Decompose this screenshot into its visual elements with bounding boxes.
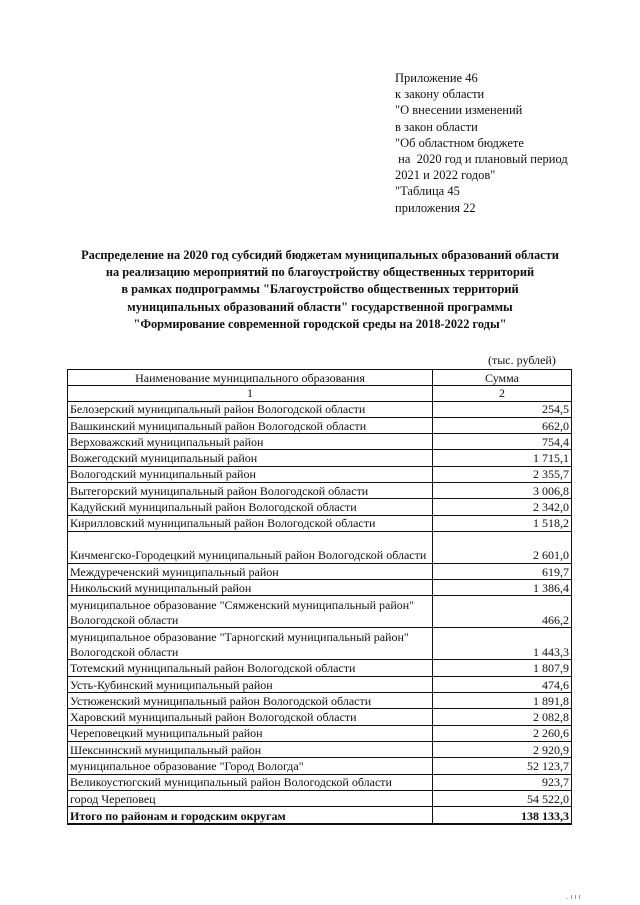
subsidy-sum: 52 123,7 xyxy=(433,758,572,774)
municipality-name: муниципальное образование "Сямженский муниципальный район" Вологодской области xyxy=(68,596,433,628)
header-line: "Об областном бюджете xyxy=(395,135,524,150)
subsidy-sum: 2 260,6 xyxy=(433,725,572,741)
header-line: к закону области xyxy=(395,87,485,102)
municipality-name: Кичменгско-Городецкий муниципальный район Вологодской области xyxy=(68,531,433,563)
municipality-name: муниципальное образование "Город Вологда" xyxy=(68,758,433,774)
title-line: на реализацию мероприятий по благоустройству общественных территорий xyxy=(105,265,535,280)
document-title xyxy=(60,247,580,333)
table-row xyxy=(68,725,572,741)
table-row xyxy=(68,660,572,676)
table-header-row xyxy=(68,370,572,386)
table-row xyxy=(68,563,572,579)
table-row xyxy=(68,790,572,806)
subsidy-sum: 2 082,8 xyxy=(433,709,572,725)
subsidy-sum: 54 522,0 xyxy=(433,790,572,806)
table-row xyxy=(68,774,572,790)
unit-note: (тыс. рублей) xyxy=(488,353,556,367)
table-row xyxy=(68,434,572,450)
header-line: "Таблица 45 xyxy=(395,184,460,199)
title-line: муниципальных образований области" государственной программы xyxy=(127,299,513,314)
subsidy-sum: 1 715,1 xyxy=(433,450,572,466)
table-row xyxy=(68,466,572,482)
table-row xyxy=(68,417,572,433)
subsidy-sum: 2 920,9 xyxy=(433,741,572,757)
municipality-name: Вожегодский муниципальный район xyxy=(68,450,433,466)
column-header-name: Наименование муниципального образования xyxy=(68,370,433,386)
municipality-name: Верховажский муниципальный район xyxy=(68,434,433,450)
municipality-name: Шекснинский муниципальный район xyxy=(68,741,433,757)
total-row xyxy=(68,807,572,825)
column-header-sum: Сумма xyxy=(433,370,572,386)
header-line: 2021 и 2022 годов" xyxy=(395,168,496,183)
municipality-name: Никольский муниципальный район xyxy=(68,580,433,596)
municipality-name: Великоустюгский муниципальный район Вологодской области xyxy=(68,774,433,790)
subsidy-sum: 923,7 xyxy=(433,774,572,790)
subsidy-sum: 3 006,8 xyxy=(433,482,572,498)
subsidy-sum: 1 518,2 xyxy=(433,515,572,531)
municipality-name: город Череповец xyxy=(68,790,433,806)
table-row xyxy=(68,676,572,692)
table-row xyxy=(68,531,572,563)
municipality-name: Тотемский муниципальный район Вологодской области xyxy=(68,660,433,676)
page-footer-mark: . ı ı ı xyxy=(566,893,581,901)
municipality-name: Харовский муниципальный район Вологодской области xyxy=(68,709,433,725)
table-row xyxy=(68,741,572,757)
appendix-header xyxy=(395,70,625,216)
municipality-name: Междуреченский муниципальный район xyxy=(68,563,433,579)
table-row xyxy=(68,628,572,660)
municipality-name: Устюженский муниципальный район Вологодской области xyxy=(68,693,433,709)
subsidy-sum: 1 807,9 xyxy=(433,660,572,676)
municipality-name: Вытегорский муниципальный район Вологодской области xyxy=(68,482,433,498)
subsidy-sum: 466,2 xyxy=(433,596,572,628)
subsidy-sum: 1 443,3 xyxy=(433,628,572,660)
total-sum: 138 133,3 xyxy=(433,807,572,825)
subsidy-sum: 1 891,8 xyxy=(433,693,572,709)
subsidy-sum: 254,5 xyxy=(433,401,572,417)
municipality-name: Череповецкий муниципальный район xyxy=(68,725,433,741)
municipality-name: Вашкинский муниципальный район Вологодской области xyxy=(68,417,433,433)
column-number-2: 2 xyxy=(433,386,572,402)
municipality-name: Вологодский муниципальный район xyxy=(68,466,433,482)
header-line: Приложение 46 xyxy=(395,71,478,85)
municipality-name: Усть-Кубинский муниципальный район xyxy=(68,676,433,692)
title-line: в рамках подпрограммы "Благоустройство общественных территорий xyxy=(121,282,519,297)
table-row xyxy=(68,758,572,774)
table-row xyxy=(68,580,572,596)
table-row xyxy=(68,596,572,628)
header-line: "О внесении изменений xyxy=(395,103,523,118)
header-line: на 2020 год и плановый период xyxy=(395,152,568,167)
subsidy-sum: 754,4 xyxy=(433,434,572,450)
header-line: приложения 22 xyxy=(395,200,476,215)
table-row xyxy=(68,499,572,515)
subsidy-sum: 2 342,0 xyxy=(433,499,572,515)
municipality-name: Кадуйский муниципальный район Вологодской области xyxy=(68,499,433,515)
table-row xyxy=(68,401,572,417)
column-number-row xyxy=(68,386,572,402)
title-line: Распределение на 2020 год субсидий бюджетам муниципальных образований области xyxy=(81,248,559,262)
subsidy-sum: 2 355,7 xyxy=(433,466,572,482)
table-row xyxy=(68,709,572,725)
table-row xyxy=(68,515,572,531)
subsidy-sum: 662,0 xyxy=(433,417,572,433)
table-row xyxy=(68,450,572,466)
title-line: "Формирование современной городской среды на 2018-2022 годы" xyxy=(133,316,507,331)
column-number-1: 1 xyxy=(68,386,433,402)
subsidy-sum: 1 386,4 xyxy=(433,580,572,596)
municipality-name: муниципальное образование "Тарногский муниципальный район" Вологодской области xyxy=(68,628,433,660)
municipality-name: Кирилловский муниципальный район Вологодской области xyxy=(68,515,433,531)
subsidy-sum: 2 601,0 xyxy=(433,531,572,563)
table-row xyxy=(68,693,572,709)
municipality-name: Белозерский муниципальный район Вологодской области xyxy=(68,401,433,417)
subsidy-sum: 619,7 xyxy=(433,563,572,579)
table-row xyxy=(68,482,572,498)
subsidy-distribution-table xyxy=(67,369,572,825)
total-label: Итого по районам и городским округам xyxy=(68,807,433,825)
header-line: в закон области xyxy=(395,119,478,134)
subsidy-sum: 474,6 xyxy=(433,676,572,692)
